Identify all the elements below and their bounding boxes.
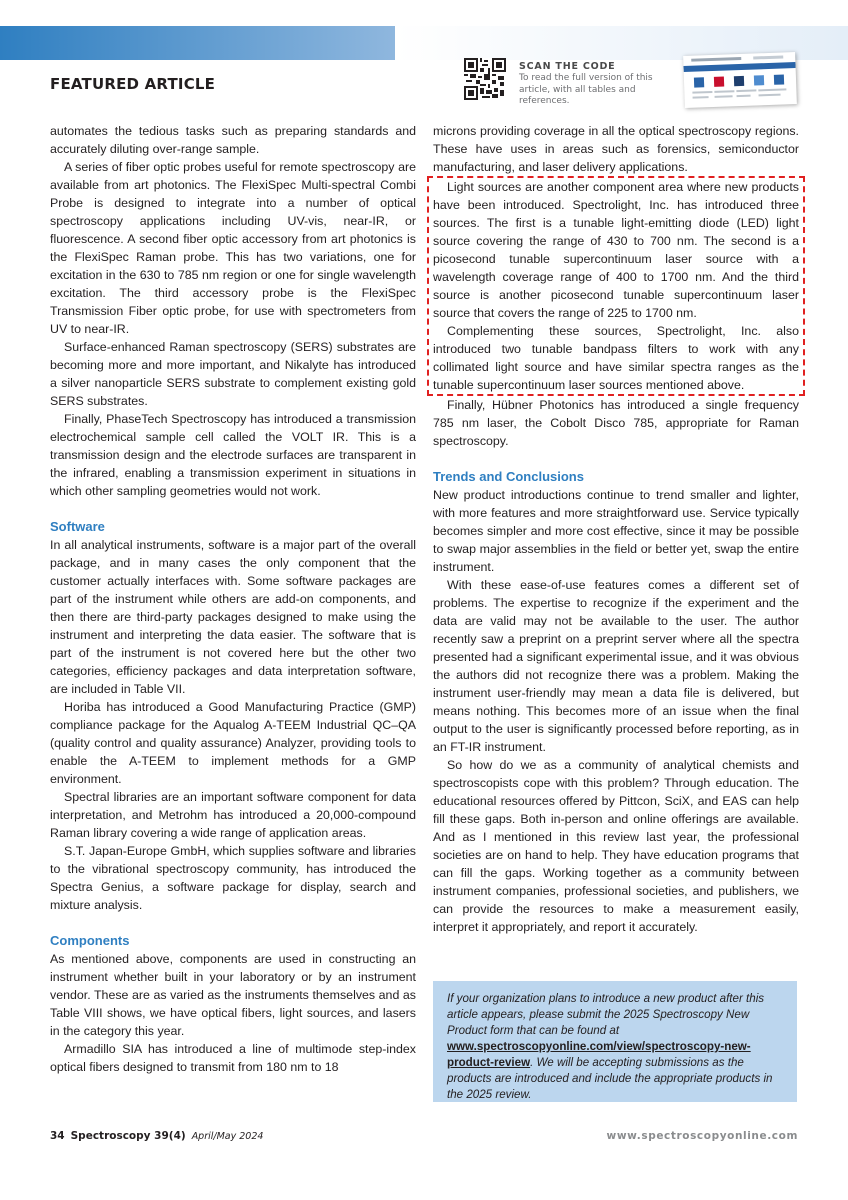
paragraph: Surface-enhanced Raman spectroscopy (SERS) substrates are becoming more and more important, and Nikalyte has introduced a silver nanoparticle SERS substrate to complement existing gold SERS substrates. [50,340,416,408]
footer-website[interactable]: www.spectroscopyonline.com [606,1130,798,1142]
paragraph: Finally, PhaseTech Spectroscopy has introduced a transmission electrochemical sample cell called the VOLT IR. This is a transmission design and the electrode surfaces are transparent in the infrared, enabling a transmission experiment in situations in which other sampling geometries would not work. [50,412,416,498]
qr-code-icon[interactable] [464,58,506,100]
left-column [50,122,416,1076]
paragraph: A series of fiber optic probes useful for remote spectroscopy are available from art photonics. The FlexiSpec Multi-spectral Combi Probe is designed to integrate into a number of optical spectroscopy applications including UV-vis, near-IR, or fluorescence. A second fiber optic accessory from art photonics is the FlexiSpec Raman probe. This has two variations, one for excitation in the 630 to 785 nm region or one for single wavelength excitation. The third accessory probe is the FlexiSpec Transmission Fiber optic probe, for use with spectrometers from UV to near-IR. [50,160,416,336]
section-label: FEATURED ARTICLE [50,75,216,93]
paragraph: So how do we as a community of analytical chemists and spectroscopists cope with this problem? Through education. The educational resources offered by Pittcon, SciX, and EAS can help fill these gaps. Both in-person and online offerings are available. And as I mentioned in this review last year, the professional societies are on hand to help. They have education programs that can fill the gaps. Working together as a community between instrument companies, professional societies, and publishers, we can provide the resources to make a measurement easily, interpret it appropriately, and report it accurately. [433,758,799,934]
paragraph: Armadillo SIA has introduced a line of multimode step-index optical fibers designed to transmit from 180 nm to 18 [50,1042,416,1074]
page-number: 34 [50,1130,65,1142]
paragraph: Complementing these sources, Spectrolight, Inc. also introduced two tunable bandpass filters to work with any collimated light source and have similar spectra ranges as the tunable supercontinuum laser sources mentioned above. [433,324,799,392]
note-text-end: . We will be accepting submissions as the products are introduced and include the appropriate products in the 2025 review. [447,1056,773,1101]
article-thumbnail[interactable] [683,52,797,108]
paragraph: As mentioned above, components are used in constructing an instrument whether built in your laboratory or by an instrument vendor. These are as varied as the instruments themselves and as Table VIII shows, we have optical fibers, light sources, and lasers in the category this year. [50,952,416,1038]
software-heading: Software [50,519,105,534]
footer-left [50,1130,263,1142]
note-text: If your organization plans to introduce a new product after this article appears, please submit the 2025 Spectroscopy New Product form that can be found at [447,992,765,1037]
scan-code-title: SCAN THE CODE [519,61,616,72]
scan-code-description: To read the full version of this article, with all tables and references. [519,73,653,106]
paragraph: Spectral libraries are an important software component for data interpretation, and Metrohm has introduced a 20,000-compound Raman library covering a wide range of application areas. [50,790,416,840]
issue-date: April/May 2024 [191,1131,264,1142]
journal-name: Spectroscopy 39(4) [70,1130,186,1142]
paragraph: Light sources are another component area where new products have been introduced. Spectrolight, Inc. has introduced three sources. The first is a tunable light-emitting diode (LED) light source covering the range of 430 to 700 nm. The second is a picosecond tunable supercontinuum laser source with a wavelength coverage range of 400 to 1700 nm. And the third source is another picosecond tunable supercontinuum laser source that covers the range of 225 to 1700 nm. [433,180,799,320]
paragraph: New product introductions continue to trend smaller and lighter, with more features and more straightforward use. Service typically becomes simpler and more cost effective, since it may be possible to swap major assemblies in the field or better yet, swap the entire instrument. [433,488,799,574]
highlight-box [427,176,805,396]
header-color-band [0,26,395,60]
components-heading: Components [50,933,130,948]
trends-heading: Trends and Conclusions [433,469,584,484]
paragraph: Horiba has introduced a Good Manufacturing Practice (GMP) compliance package for the Aqualog A-TEEM Industrial QC–QA (quality control and quality assurance) Analyzer, providing tools to enable the A-TEEM to implement methods for a GMP environment. [50,700,416,786]
paragraph: With these ease-of-use features comes a different set of problems. The expertise to recognize if the experiment and the data are valid may not be available to the user. The author recently saw a preprint on a preprint server where all the spectra presented had a significant experimental issue, and it was obvious the authors did not recognize there was a problem. Making the instrument user-friendly may mean a data file is delivered, but means nothing. This becomes more of an issue when the final output to the user is significantly processed before reporting, as in an FT-IR instrument. [433,578,799,754]
submission-note [433,981,797,1102]
paragraph: S.T. Japan-Europe GmbH, which supplies software and libraries to the vibrational spectroscopy community, has introduced the Spectra Genius, a software package for display, search and mixture analysis. [50,844,416,912]
right-column [433,122,799,936]
submission-link[interactable]: www.spectroscopyonline.com/view/spectroscopy-new-product-review [447,1040,751,1069]
paragraph: automates the tedious tasks such as preparing standards and accurately diluting over-range sample. [50,124,416,156]
paragraph: microns providing coverage in all the optical spectroscopy regions. These have uses in areas such as forensics, semiconductor manufacturing, and laser delivery applications. [433,124,799,174]
paragraph: In all analytical instruments, software is a major part of the overall package, and in many cases the only component that the customer actually interfaces with. Some software packages are part of the instrument while others are add-on components, and then there are third-party packages designed to make using the instrument and interpreting the data easier. The software that is part of the instrument is not covered here but the other two categories, efficiency packages and data interpretation software, are included in Table VII. [50,538,416,696]
paragraph: Finally, Hübner Photonics has introduced a single frequency 785 nm laser, the Cobolt Disco 785, appropriate for Raman spectroscopy. [433,398,799,448]
